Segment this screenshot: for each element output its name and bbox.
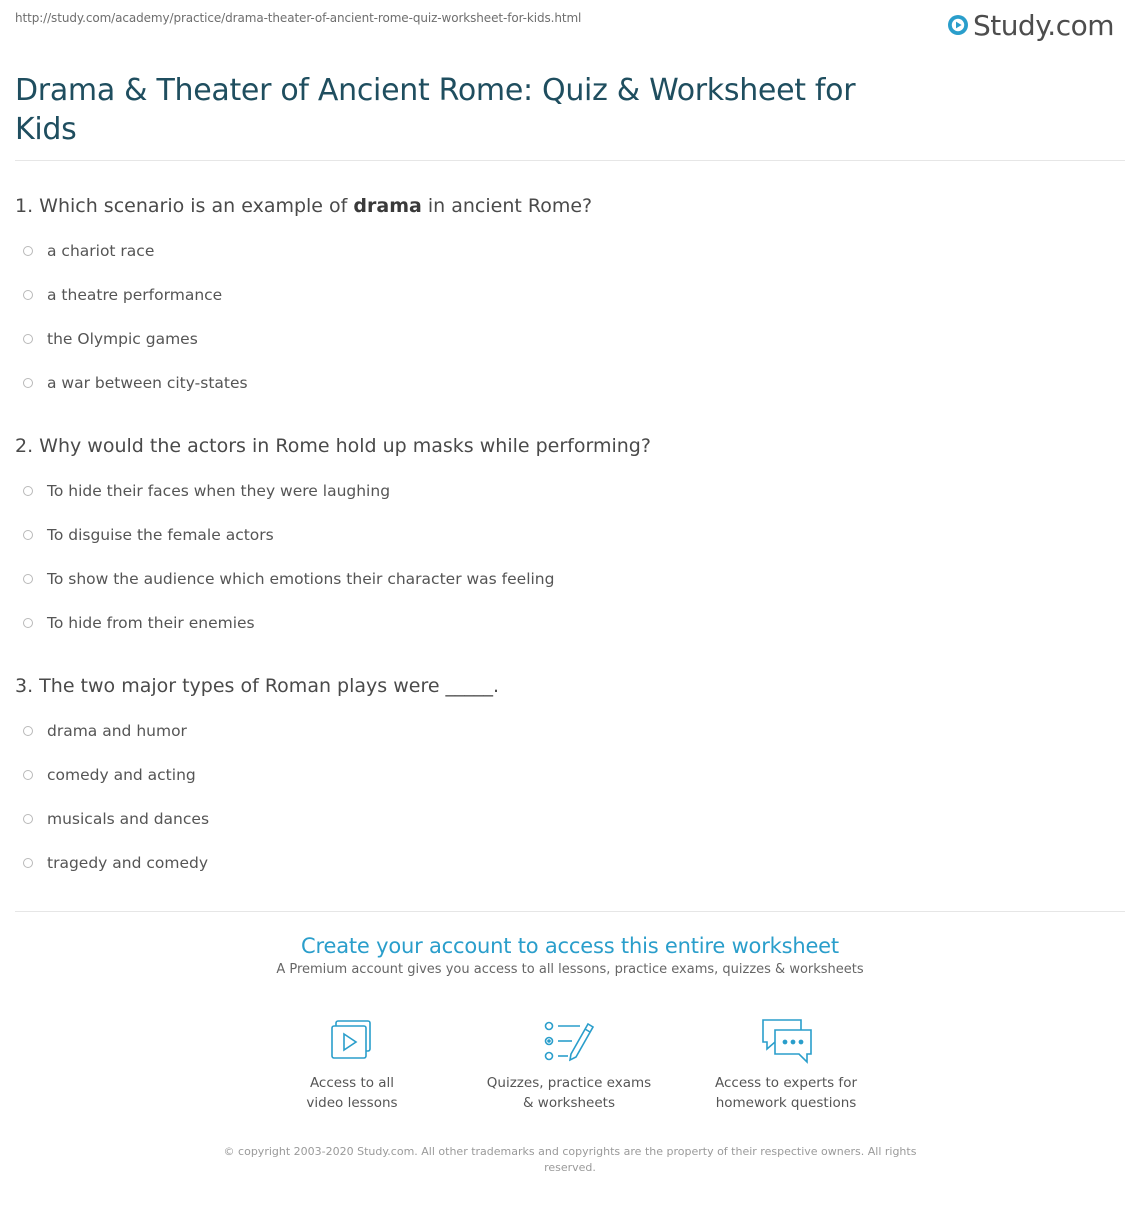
feature-quizzes xyxy=(469,1016,669,1113)
radio-button[interactable] xyxy=(23,574,33,584)
page-title: Drama & Theater of Ancient Rome: Quiz & Worksheet for Kids xyxy=(15,73,856,147)
chat-bubbles-icon xyxy=(755,1016,817,1066)
question-3 xyxy=(15,672,1125,891)
answer-options xyxy=(15,715,1125,891)
answer-option[interactable]: comedy and acting xyxy=(15,759,1125,803)
radio-button[interactable] xyxy=(23,770,33,780)
study-play-icon xyxy=(947,14,969,36)
answer-option[interactable]: To show the audience which emotions their character was feeling xyxy=(15,563,1125,607)
answer-option[interactable]: a chariot race xyxy=(15,235,1125,279)
question-2 xyxy=(15,432,1125,651)
answer-option[interactable]: a theatre performance xyxy=(15,279,1125,323)
study-logo[interactable] xyxy=(947,8,1114,42)
radio-button[interactable] xyxy=(23,290,33,300)
question-text: 3. The two major types of Roman plays were _____. xyxy=(15,675,500,697)
answer-option[interactable]: the Olympic games xyxy=(15,323,1125,367)
answer-options xyxy=(15,475,1125,651)
title-divider xyxy=(15,160,1125,161)
answer-option[interactable]: drama and humor xyxy=(15,715,1125,759)
feature-video-lessons xyxy=(252,1016,452,1113)
answer-option[interactable]: To hide their faces when they were laughing xyxy=(15,475,1125,519)
copyright-notice: © copyright 2003-2020 Study.com. All other trademarks and copyrights are the property of their respective owners. All rights reserved. xyxy=(223,1145,917,1174)
radio-button[interactable] xyxy=(23,246,33,256)
cta-subtitle: A Premium account gives you access to all lessons, practice exams, quizzes & worksheets xyxy=(276,962,864,977)
answer-options xyxy=(15,235,1125,411)
feature-label: Access to experts for homework questions xyxy=(714,1075,857,1111)
answer-option[interactable]: a war between city-states xyxy=(15,367,1125,411)
page-url: http://study.com/academy/practice/drama-theater-of-ancient-rome-quiz-worksheet-for-kids.html xyxy=(15,11,582,25)
quiz-checklist-icon xyxy=(538,1016,600,1066)
radio-button[interactable] xyxy=(23,618,33,628)
answer-option[interactable]: To hide from their enemies xyxy=(15,607,1125,651)
radio-button[interactable] xyxy=(23,378,33,388)
radio-button[interactable] xyxy=(23,486,33,496)
feature-label: Access to all video lessons xyxy=(306,1075,398,1111)
answer-option[interactable]: musicals and dances xyxy=(15,803,1125,847)
answer-option[interactable]: tragedy and comedy xyxy=(15,847,1125,891)
question-list xyxy=(15,192,1125,891)
section-divider xyxy=(15,911,1125,912)
signup-cta xyxy=(0,934,1140,977)
radio-button[interactable] xyxy=(23,726,33,736)
cta-link[interactable]: Create your account to access this entire worksheet xyxy=(301,934,839,958)
radio-button[interactable] xyxy=(23,530,33,540)
feature-label: Quizzes, practice exams & worksheets xyxy=(486,1075,652,1111)
question-emphasis: drama xyxy=(353,195,422,217)
radio-button[interactable] xyxy=(23,858,33,868)
video-lessons-icon xyxy=(321,1016,383,1066)
question-1 xyxy=(15,192,1125,411)
radio-button[interactable] xyxy=(23,814,33,824)
radio-button[interactable] xyxy=(23,334,33,344)
answer-option[interactable]: To disguise the female actors xyxy=(15,519,1125,563)
logo-text: Study.com xyxy=(972,8,1114,42)
feature-experts xyxy=(686,1016,886,1113)
question-text: 2. Why would the actors in Rome hold up masks while performing? xyxy=(15,435,651,457)
question-text: 1. Which scenario is an example of drama in ancient Rome? xyxy=(15,195,593,217)
